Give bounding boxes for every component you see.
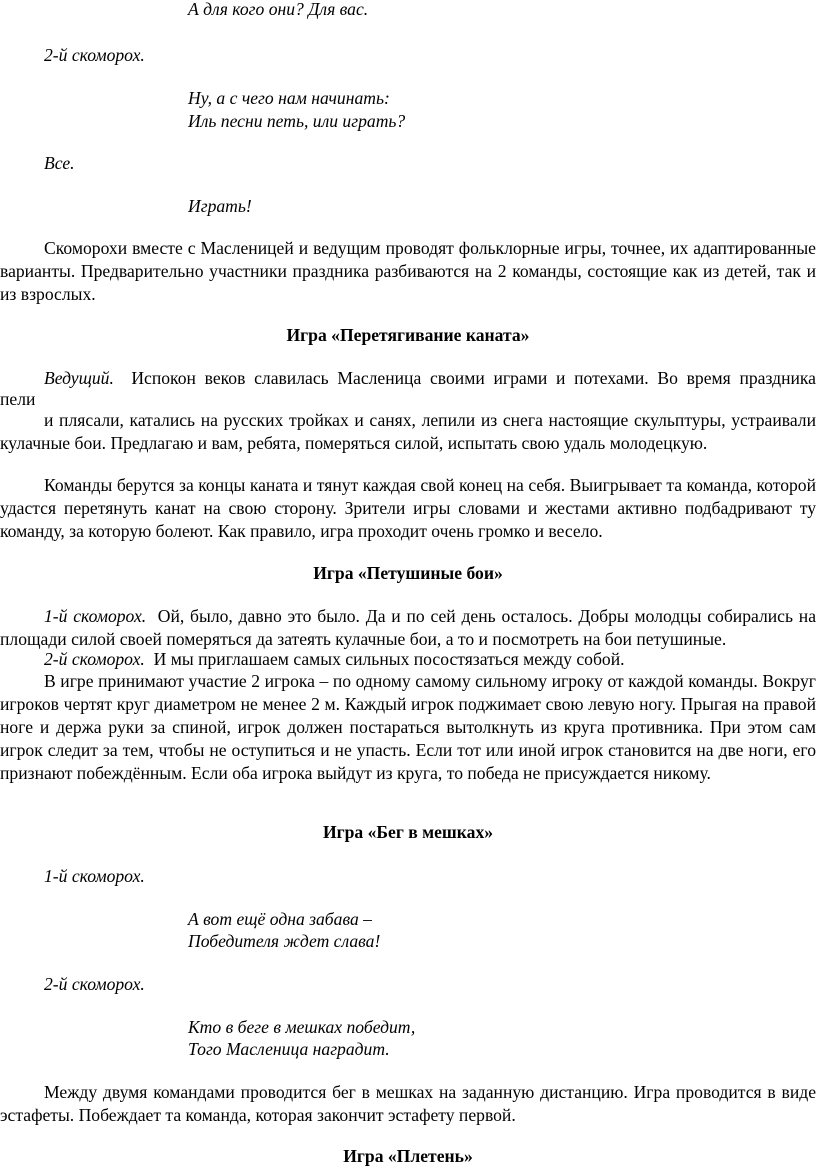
wrapped-word: пели bbox=[0, 389, 36, 409]
body-paragraph: В игре принимают участие 2 игрока – по одному самому сильному игроку от каждой команды. Вокруг игроков чертят круг диаметром не менее 2 м. Каждый игрок поджимает свою левую ногу. Прыгая на правой ноге и держа руки за спиной, игрок должен постараться вытолкнуть из круга противника. При этом сам игрок следит за тем, чтобы не оступиться и не упасть. Если тот или иной игрок становится на две ноги, его признают побеждённым. Если оба игрока выйдут из круга, то победа не присуждается никому. bbox=[0, 671, 816, 783]
section-heading: Игра «Бег в мешках» bbox=[322, 822, 494, 842]
body-paragraph: и плясали, катались на русских тройках и санях, лепили из снега настоящие скульптуры, устраивали кулачные бои. Предлагаю и вам, ребята, померяться силой, испытать свою удаль молодецкую. bbox=[0, 410, 816, 453]
dialogue-text: И мы приглашаем самых сильных посостязаться между собой. bbox=[153, 649, 625, 669]
verse-line: Кто в беге в мешках победит, bbox=[188, 1017, 416, 1037]
verse-line: А для кого они? Для вас. bbox=[188, 0, 369, 19]
speaker-label: Ведущий. bbox=[44, 368, 114, 388]
verse-line: Ну, а с чего нам начинать: bbox=[188, 88, 390, 108]
section-heading: Игра «Плетень» bbox=[343, 1146, 473, 1166]
section-heading: Игра «Перетягивание каната» bbox=[286, 325, 530, 345]
verse-line: Иль песни петь, или играть? bbox=[188, 111, 406, 131]
body-paragraph: Скоморохи вместе с Масленицей и ведущим проводят фольклорные игры, точнее, их адаптированные варианты. Предварительно участники праздника разбиваются на 2 команды, состоящие как из детей, так и из взрослых. bbox=[0, 238, 816, 304]
verse-line: Играть! bbox=[188, 196, 252, 216]
speaker-label: Все. bbox=[44, 153, 75, 173]
section-heading: Игра «Петушиные бои» bbox=[313, 563, 503, 583]
body-paragraph: Команды берутся за концы каната и тянут каждая свой конец на себя. Выигрывает та команда, которой удастся перетянуть канат на свою сторону. Зрители игры словами и жестами активно подбадривают ту команду, за которую болеют. Как правило, игра проходит очень громко и весело. bbox=[0, 475, 816, 541]
speaker-label: 2-й скоморох. bbox=[44, 649, 145, 669]
speaker-label: 1-й скоморох. bbox=[44, 606, 147, 626]
dialogue-text: Испокон веков славилась Масленица своими играми и потехами. Во время праздника bbox=[131, 368, 816, 388]
speaker-label: 1-й скоморох. bbox=[44, 866, 145, 886]
speaker-label: 2-й скоморох. bbox=[44, 45, 145, 65]
verse-line: Победителя ждет слава! bbox=[188, 931, 381, 951]
dialogue-line bbox=[44, 367, 816, 390]
dialogue-paragraph bbox=[0, 648, 816, 671]
dialogue-paragraph bbox=[0, 605, 816, 651]
dialogue-text: Ой, было, давно это было. Да и по сей день осталось. Добры молодцы собирались на площади силой своей померяться да затеять кулачные бои, а то и посмотреть на бои петушиные. bbox=[0, 606, 816, 649]
verse-line: Того Масленица наградит. bbox=[188, 1039, 390, 1059]
speaker-label: 2-й скоморох. bbox=[44, 974, 145, 994]
verse-line: А вот ещё одна забава – bbox=[188, 909, 372, 929]
body-paragraph: Между двумя командами проводится бег в мешках на заданную дистанцию. Игра проводится в виде эстафеты. Побеждает та команда, которая закончит эстафету первой. bbox=[0, 1082, 816, 1125]
